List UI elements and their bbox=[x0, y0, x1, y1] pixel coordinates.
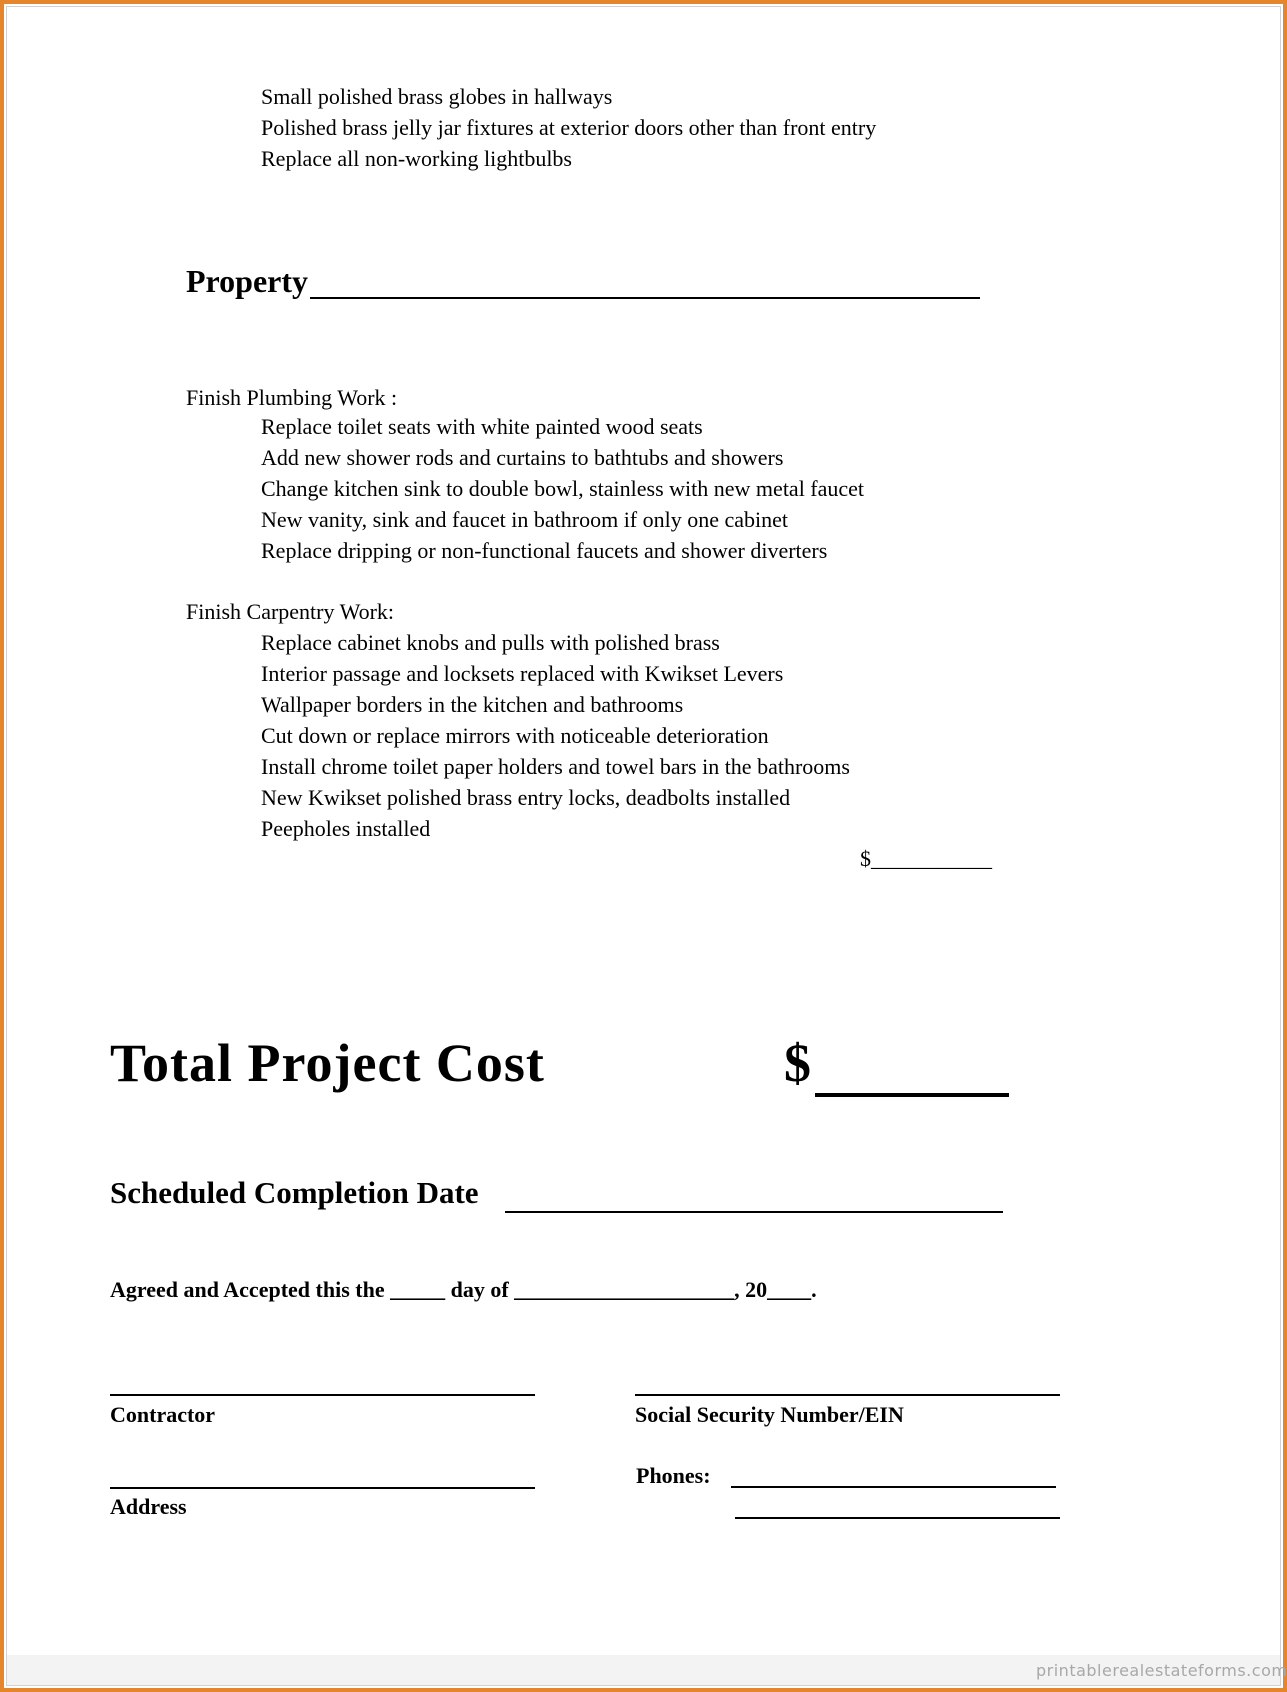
list-item: Interior passage and locksets replaced with Kwikset Levers bbox=[261, 661, 784, 686]
list-item: Install chrome toilet paper holders and towel bars in the bathrooms bbox=[261, 754, 850, 779]
list-item: Add new shower rods and curtains to bathtubs and showers bbox=[261, 445, 784, 470]
address-label: Address bbox=[110, 1494, 187, 1519]
total-cost-blank-line[interactable] bbox=[815, 1093, 1009, 1097]
agreement-text: Agreed and Accepted this the _____ day of ____________________, 20____. bbox=[110, 1277, 817, 1302]
list-item: Cut down or replace mirrors with noticeable deterioration bbox=[261, 723, 769, 748]
phones-label: Phones: bbox=[636, 1463, 711, 1488]
list-item: Replace toilet seats with white painted wood seats bbox=[261, 414, 703, 439]
list-item: Small polished brass globes in hallways bbox=[261, 84, 613, 109]
list-item: Replace cabinet knobs and pulls with polished brass bbox=[261, 630, 720, 655]
ssn-ein-line[interactable] bbox=[635, 1394, 1060, 1396]
list-item: Change kitchen sink to double bowl, stainless with new metal faucet bbox=[261, 476, 865, 501]
list-item: New Kwikset polished brass entry locks, deadbolts installed bbox=[261, 785, 791, 810]
list-item: Peepholes installed bbox=[261, 816, 431, 841]
property-label: Property bbox=[186, 263, 309, 299]
total-project-cost-label: Total Project Cost bbox=[110, 1033, 545, 1093]
list-item: Polished brass jelly jar fixtures at exterior doors other than front entry bbox=[261, 115, 877, 140]
phone-line-2[interactable] bbox=[735, 1517, 1060, 1519]
contractor-signature-line[interactable] bbox=[110, 1394, 535, 1396]
list-item: New vanity, sink and faucet in bathroom if only one cabinet bbox=[261, 507, 789, 532]
property-blank-line[interactable] bbox=[310, 297, 980, 299]
ssn-ein-label: Social Security Number/EIN bbox=[635, 1402, 904, 1427]
scheduled-completion-label: Scheduled Completion Date bbox=[110, 1175, 479, 1210]
carpentry-heading: Finish Carpentry Work: bbox=[186, 599, 395, 624]
address-line[interactable] bbox=[110, 1487, 535, 1489]
plumbing-heading: Finish Plumbing Work : bbox=[186, 385, 398, 410]
list-item: Replace dripping or non-functional faucets and shower diverters bbox=[261, 538, 828, 563]
total-cost-currency: $ bbox=[784, 1033, 812, 1093]
carpentry-list bbox=[261, 627, 850, 844]
completion-date-blank-line[interactable] bbox=[505, 1211, 1003, 1213]
lighting-list bbox=[261, 81, 876, 174]
contractor-label: Contractor bbox=[110, 1402, 216, 1427]
list-item: Wallpaper borders in the kitchen and bathrooms bbox=[261, 692, 684, 717]
page-inner-border bbox=[6, 6, 1281, 1686]
list-item: Replace all non-working lightbulbs bbox=[261, 146, 572, 171]
watermark-text: printablerealestateforms.com bbox=[1036, 1661, 1287, 1680]
phone-line-1[interactable] bbox=[731, 1486, 1056, 1488]
carpentry-cost-blank[interactable]: $___________ bbox=[860, 846, 992, 871]
plumbing-list bbox=[261, 411, 864, 566]
